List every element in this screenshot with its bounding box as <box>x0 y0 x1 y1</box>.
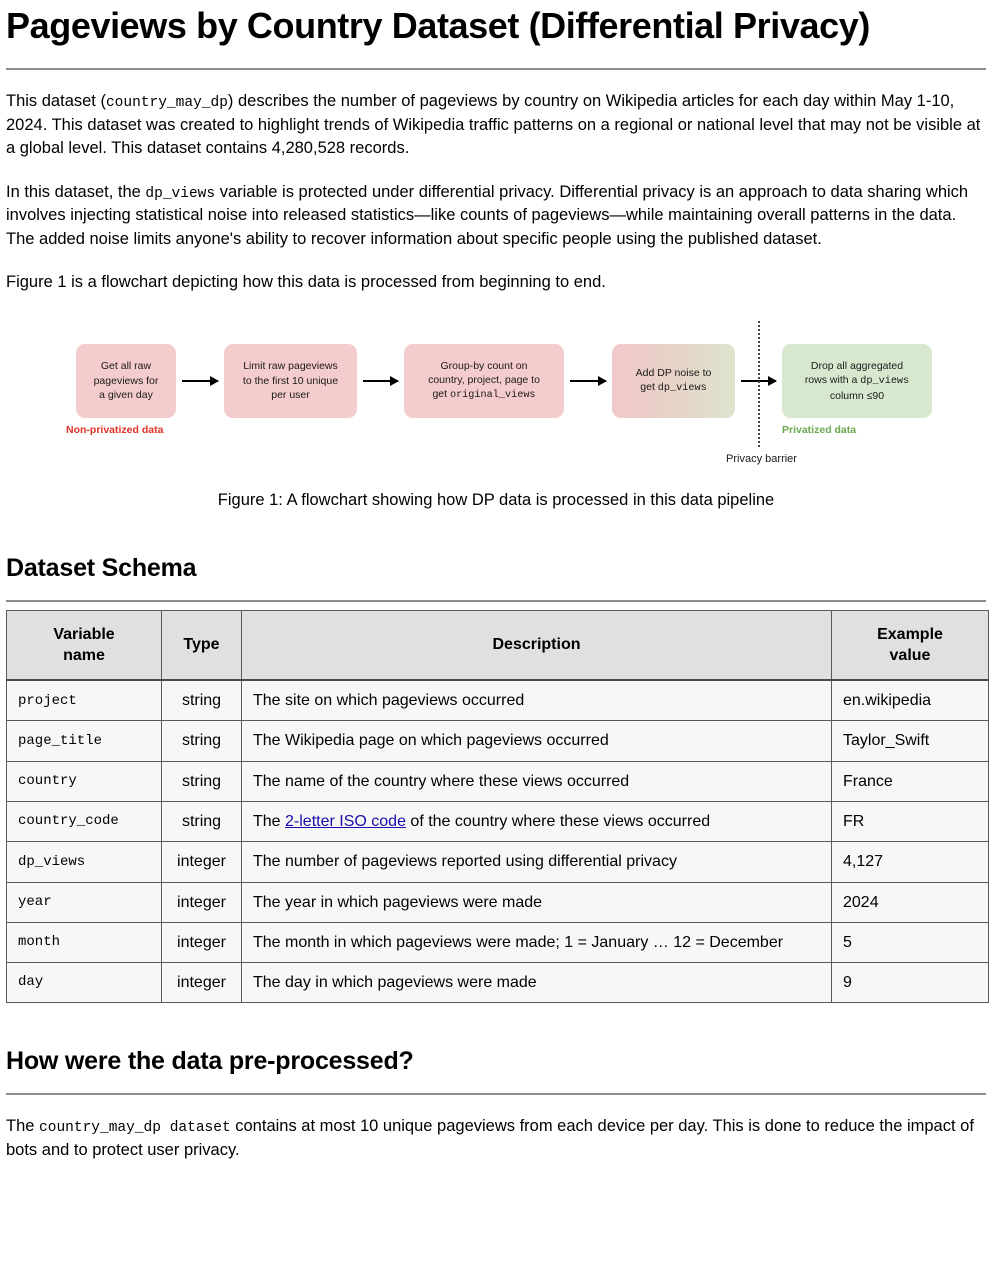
cell-variable: country <box>7 761 162 801</box>
intro-p2-text-a: In this dataset, the <box>6 182 146 201</box>
cell-example: 4,127 <box>832 842 989 882</box>
cell-example: FR <box>832 801 989 841</box>
non-privatized-data-tag: Non-privatized data <box>66 423 164 436</box>
cell-type: integer <box>162 882 242 922</box>
cell-variable: month <box>7 922 162 962</box>
intro-paragraph-2 <box>6 181 986 251</box>
table-row <box>7 842 989 882</box>
iso-code-link[interactable]: 2-letter ISO code <box>285 812 406 830</box>
cell-variable: country_code <box>7 801 162 841</box>
flow-node-add-dp-noise <box>612 344 735 418</box>
preprocess-paragraph <box>6 1115 986 1162</box>
preprocess-divider <box>6 1093 986 1095</box>
flow-node-drop-rows <box>782 344 932 418</box>
cell-variable: page_title <box>7 721 162 761</box>
privacy-barrier-line <box>758 321 760 447</box>
cell-description: The year in which pageviews were made <box>242 882 832 922</box>
flow-node-2-line3: per user <box>271 388 310 401</box>
cell-example: 2024 <box>832 882 989 922</box>
flow-arrow-3 <box>570 380 606 382</box>
cell-variable: year <box>7 882 162 922</box>
intro-paragraph-1 <box>6 90 986 160</box>
preprocess-text-a: The <box>6 1117 40 1136</box>
flow-node-4-line1: Add DP noise to <box>635 366 712 379</box>
intro-p1-text-b: ) describes the number of pageviews by country on Wikipedia articles for each day within May 1-10, 2024. This dataset was created to highlight trends of Wikipedia traffic patterns on a regional or national level that may not be visible at a global level. This dataset contains 4,280,528 records. <box>6 92 981 158</box>
cell-type: integer <box>162 922 242 962</box>
flow-arrow-1 <box>182 380 218 382</box>
title-divider <box>6 68 986 70</box>
dataset-name-code: country_may_dp <box>105 95 228 112</box>
col-head-var-line1: Variable <box>53 625 115 643</box>
flow-node-limit-pageviews <box>224 344 357 418</box>
flow-node-3-text <box>428 359 540 403</box>
column-header-variable-name <box>7 610 162 680</box>
figure-1 <box>6 313 986 481</box>
flow-node-group-by-count <box>404 344 564 418</box>
flow-node-5-code: dp_views <box>860 375 910 387</box>
privatized-data-tag: Privatized data <box>782 423 857 436</box>
flow-node-3-code: original_views <box>449 389 536 401</box>
flow-node-2-line2: to the first 10 unique <box>242 374 339 387</box>
cell-type: string <box>162 761 242 801</box>
flow-node-4-text <box>636 366 712 396</box>
table-row <box>7 922 989 962</box>
column-header-example-value <box>832 610 989 680</box>
intro-p2-text-b: variable is protected under differential privacy. Differential privacy is an approach to data sharing which involves injecting statistical noise into released statistics—like counts of pageviews—while maintaining overall patterns in the data. The added noise limits anyone's ability to recover information about specific people using the published dataset. <box>6 182 969 248</box>
flow-node-get-raw-pageviews <box>76 344 176 418</box>
intro-paragraph-3: Figure 1 is a flowchart depicting how this data is processed from beginning to end. <box>6 273 606 292</box>
flow-node-5-line1: Drop all aggregated <box>810 359 904 372</box>
cell-description <box>242 801 832 841</box>
flow-node-4-line2: get <box>640 380 658 393</box>
cell-description: The day in which pageviews were made <box>242 963 832 1003</box>
flow-node-1-text <box>94 359 159 402</box>
cell-example: en.wikipedia <box>832 680 989 721</box>
flow-arrow-2 <box>363 380 398 382</box>
dataset-schema-heading: Dataset Schema <box>6 553 197 582</box>
schema-divider <box>6 600 986 602</box>
flow-node-2-text <box>243 359 338 402</box>
cell-description: The month in which pageviews were made; 1 = January … 12 = December <box>242 922 832 962</box>
cell-description: The Wikipedia page on which pageviews occurred <box>242 721 832 761</box>
flow-node-5-line3: column ≤90 <box>829 389 885 402</box>
col-head-ex-line1: Example <box>877 625 943 643</box>
flow-node-3-line2: country, project, page to <box>428 373 540 386</box>
cell-type: integer <box>162 963 242 1003</box>
table-header-row <box>7 610 989 680</box>
flow-node-1-line3: a given day <box>99 388 153 401</box>
flow-node-1-line1: Get all raw <box>100 360 152 373</box>
schema-table <box>6 610 989 1004</box>
desc-post: of the country where these views occurred <box>405 812 711 830</box>
bottom-spacer <box>6 1162 986 1180</box>
schema-table-body <box>7 680 989 1003</box>
cell-example: France <box>832 761 989 801</box>
table-row <box>7 882 989 922</box>
cell-type: string <box>162 680 242 721</box>
preprocess-text-b: contains at most 10 unique pageviews from each device per day. This is done to reduce the impact of bots and to protect user privacy. <box>6 1117 974 1159</box>
cell-example: 5 <box>832 922 989 962</box>
flow-node-3-line1: Group-by count on <box>440 359 528 372</box>
flow-node-4-code: dp_views <box>657 382 707 394</box>
cell-example: Taylor_Swift <box>832 721 989 761</box>
schema-table-head <box>7 610 989 680</box>
cell-type: integer <box>162 842 242 882</box>
desc-pre: The <box>253 812 286 830</box>
col-head-var-line2: name <box>63 646 105 664</box>
table-row <box>7 761 989 801</box>
cell-description: The name of the country where these views occurred <box>242 761 832 801</box>
table-row <box>7 801 989 841</box>
intro-p1-text-a: This dataset ( <box>6 92 106 111</box>
cell-variable: project <box>7 680 162 721</box>
document-page <box>0 6 994 1180</box>
flow-node-5-line2: rows with a <box>804 373 861 386</box>
dp-views-code: dp_views <box>145 185 216 202</box>
privacy-barrier-label: Privacy barrier <box>726 452 797 465</box>
table-row <box>7 721 989 761</box>
cell-variable: day <box>7 963 162 1003</box>
col-head-ex-line2: value <box>889 646 931 664</box>
figure-1-caption: Figure 1: A flowchart showing how DP data is processed in this data pipeline <box>217 490 775 509</box>
cell-description: The number of pageviews reported using differential privacy <box>242 842 832 882</box>
preprocess-heading: How were the data pre-processed? <box>6 1047 414 1076</box>
table-row <box>7 963 989 1003</box>
cell-description: The site on which pageviews occurred <box>242 680 832 721</box>
column-header-type: Type <box>162 610 242 680</box>
flowchart <box>54 313 994 481</box>
flow-node-1-line2: pageviews for <box>93 374 159 387</box>
table-row <box>7 680 989 721</box>
country-may-dp-dataset-code: country_may_dp dataset <box>39 1120 231 1137</box>
flow-node-3-line3: get <box>432 387 450 400</box>
flow-node-2-line1: Limit raw pageviews <box>243 360 338 373</box>
cell-example: 9 <box>832 963 989 1003</box>
column-header-description: Description <box>242 610 832 680</box>
cell-type: string <box>162 721 242 761</box>
cell-variable: dp_views <box>7 842 162 882</box>
flow-node-5-text <box>805 359 909 403</box>
page-title: Pageviews by Country Dataset (Differential Privacy) <box>6 5 870 46</box>
cell-type: string <box>162 801 242 841</box>
